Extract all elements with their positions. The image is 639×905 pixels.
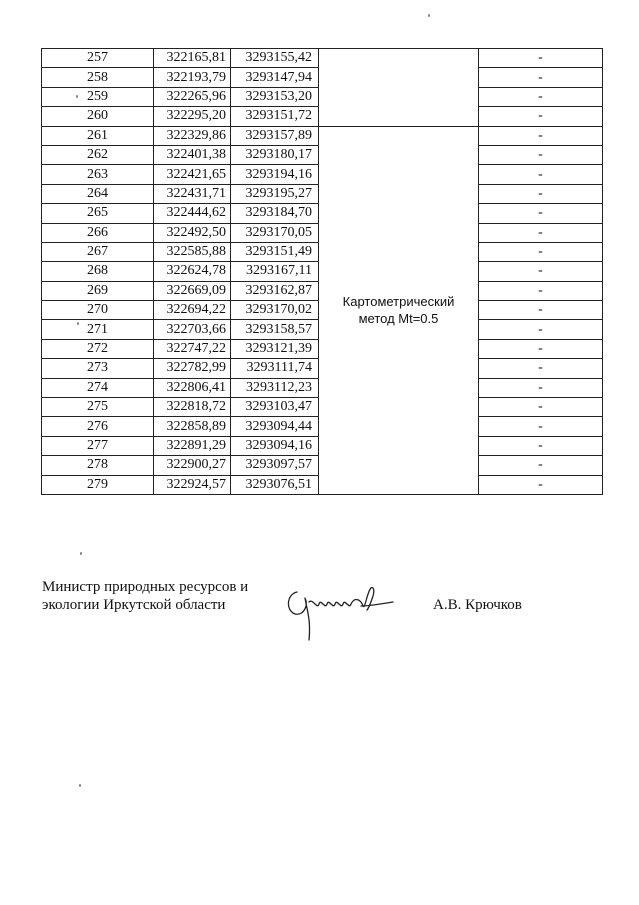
scan-speck <box>76 95 78 98</box>
coordinate-x: 322421,65 <box>154 165 231 184</box>
scan-speck <box>77 322 79 325</box>
point-number: 264 <box>42 184 154 203</box>
coordinate-x: 322818,72 <box>154 398 231 417</box>
point-number: 258 <box>42 68 154 87</box>
accuracy-value: - <box>479 262 603 281</box>
method-cell-empty <box>319 49 479 127</box>
coordinates-table <box>41 48 603 495</box>
point-number: 272 <box>42 339 154 358</box>
point-number: 259 <box>42 87 154 106</box>
method-label-line-1: Картометрический <box>342 294 455 310</box>
point-number: 265 <box>42 204 154 223</box>
point-number: 277 <box>42 436 154 455</box>
point-number: 269 <box>42 281 154 300</box>
coordinate-y: 3293157,89 <box>231 126 319 145</box>
coordinate-x: 322193,79 <box>154 68 231 87</box>
coordinate-x: 322444,62 <box>154 204 231 223</box>
coordinate-x: 322858,89 <box>154 417 231 436</box>
coordinate-y: 3293158,57 <box>231 320 319 339</box>
point-number: 278 <box>42 456 154 475</box>
accuracy-value: - <box>479 436 603 455</box>
coordinate-x: 322585,88 <box>154 242 231 261</box>
coordinate-x: 322492,50 <box>154 223 231 242</box>
accuracy-value: - <box>479 242 603 261</box>
coordinate-x: 322891,29 <box>154 436 231 455</box>
coordinate-x: 322165,81 <box>154 49 231 68</box>
coordinate-x: 322624,78 <box>154 262 231 281</box>
accuracy-value: - <box>479 475 603 494</box>
coordinate-y: 3293153,20 <box>231 87 319 106</box>
accuracy-value: - <box>479 145 603 164</box>
coordinate-x: 322329,86 <box>154 126 231 145</box>
accuracy-value: - <box>479 107 603 126</box>
coordinate-y: 3293094,16 <box>231 436 319 455</box>
accuracy-value: - <box>479 126 603 145</box>
coordinate-y: 3293184,70 <box>231 204 319 223</box>
coordinate-y: 3293121,39 <box>231 339 319 358</box>
point-number: 279 <box>42 475 154 494</box>
accuracy-value: - <box>479 204 603 223</box>
coordinate-x: 322401,38 <box>154 145 231 164</box>
coordinate-x: 322265,96 <box>154 87 231 106</box>
accuracy-value: - <box>479 339 603 358</box>
accuracy-value: - <box>479 223 603 242</box>
point-number: 276 <box>42 417 154 436</box>
coordinate-y: 3293195,27 <box>231 184 319 203</box>
point-number: 268 <box>42 262 154 281</box>
coordinate-y: 3293112,23 <box>231 378 319 397</box>
point-number: 260 <box>42 107 154 126</box>
coordinate-y: 3293147,94 <box>231 68 319 87</box>
point-number: 275 <box>42 398 154 417</box>
accuracy-value: - <box>479 301 603 320</box>
scan-speck <box>428 14 430 17</box>
accuracy-value: - <box>479 281 603 300</box>
accuracy-value: - <box>479 49 603 68</box>
coordinate-y: 3293151,49 <box>231 242 319 261</box>
accuracy-value: - <box>479 398 603 417</box>
coordinate-x: 322747,22 <box>154 339 231 358</box>
accuracy-value: - <box>479 184 603 203</box>
coordinate-x: 322295,20 <box>154 107 231 126</box>
coordinate-y: 3293103,47 <box>231 398 319 417</box>
signatory-name: А.В. Крючков <box>433 597 522 613</box>
coordinate-x: 322694,22 <box>154 301 231 320</box>
coordinate-y: 3293180,17 <box>231 145 319 164</box>
accuracy-value: - <box>479 320 603 339</box>
point-number: 266 <box>42 223 154 242</box>
accuracy-value: - <box>479 87 603 106</box>
coordinate-y: 3293151,72 <box>231 107 319 126</box>
point-number: 262 <box>42 145 154 164</box>
scan-speck <box>80 552 82 555</box>
coordinate-y: 3293194,16 <box>231 165 319 184</box>
coordinate-x: 322900,27 <box>154 456 231 475</box>
coordinate-y: 3293094,44 <box>231 417 319 436</box>
point-number: 270 <box>42 301 154 320</box>
signatory-title-line-1: Министр природных ресурсов и <box>42 579 249 595</box>
coordinate-y: 3293170,05 <box>231 223 319 242</box>
accuracy-value: - <box>479 165 603 184</box>
coordinate-x: 322669,09 <box>154 281 231 300</box>
coordinate-y: 3293170,02 <box>231 301 319 320</box>
point-number: 261 <box>42 126 154 145</box>
coordinate-x: 322806,41 <box>154 378 231 397</box>
point-number: 273 <box>42 359 154 378</box>
coordinate-y: 3293111,74 <box>231 359 319 378</box>
accuracy-value: - <box>479 456 603 475</box>
coordinate-x: 322431,71 <box>154 184 231 203</box>
accuracy-value: - <box>479 359 603 378</box>
scan-speck <box>79 784 81 787</box>
point-number: 257 <box>42 49 154 68</box>
coordinate-y: 3293097,57 <box>231 456 319 475</box>
coordinate-x: 322924,57 <box>154 475 231 494</box>
coordinate-x: 322782,99 <box>154 359 231 378</box>
coordinates-table-body <box>42 49 603 495</box>
point-number: 267 <box>42 242 154 261</box>
accuracy-value: - <box>479 68 603 87</box>
point-number: 274 <box>42 378 154 397</box>
accuracy-value: - <box>479 378 603 397</box>
table-row <box>42 49 603 68</box>
handwritten-signature <box>283 580 395 644</box>
coordinate-y: 3293076,51 <box>231 475 319 494</box>
point-number: 263 <box>42 165 154 184</box>
coordinate-y: 3293162,87 <box>231 281 319 300</box>
coordinate-y: 3293155,42 <box>231 49 319 68</box>
coordinate-y: 3293167,11 <box>231 262 319 281</box>
accuracy-value: - <box>479 417 603 436</box>
table-row <box>42 126 603 145</box>
coordinate-x: 322703,66 <box>154 320 231 339</box>
signatory-title-line-2: экологии Иркутской области <box>42 597 226 613</box>
point-number: 271 <box>42 320 154 339</box>
method-label-line-2: метод Mt=0.5 <box>358 311 439 327</box>
signatory-title <box>42 578 248 614</box>
method-cell <box>319 126 479 494</box>
